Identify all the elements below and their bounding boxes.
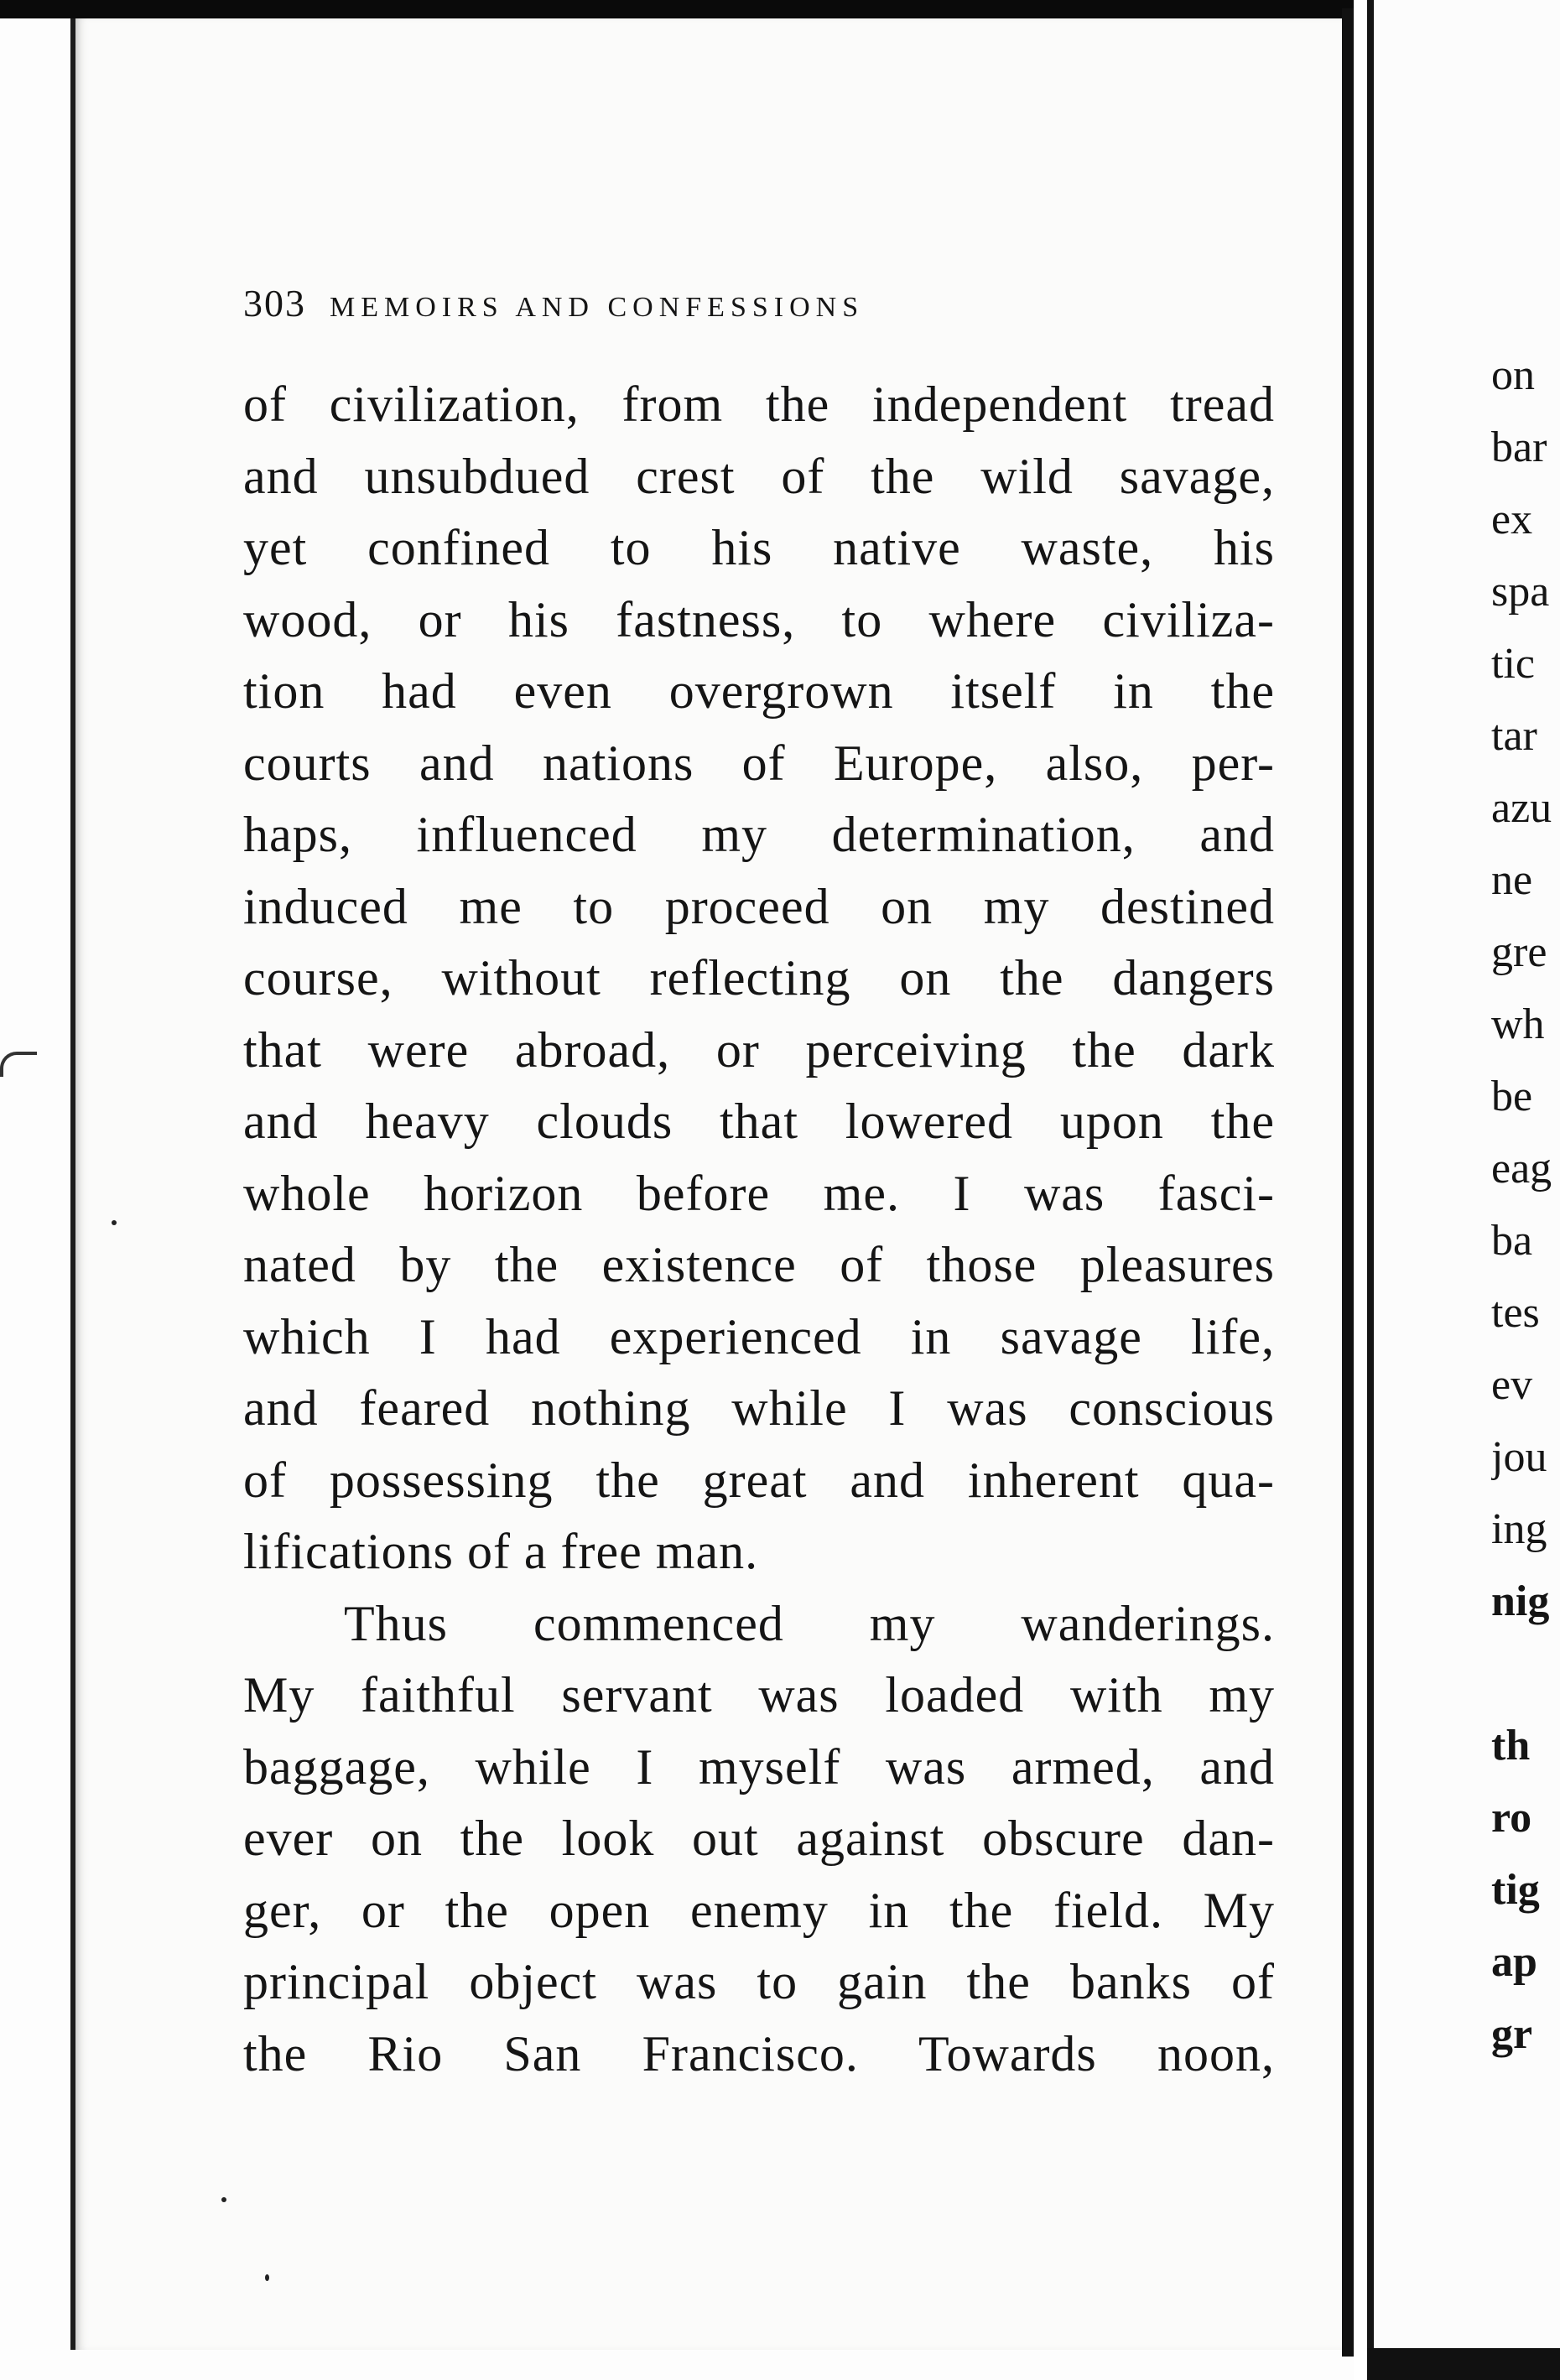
text-line: baggage, while I myself was armed, and bbox=[243, 1738, 1275, 1795]
fragment-line: wh bbox=[1491, 1000, 1545, 1048]
page-binding-shadow bbox=[1342, 8, 1354, 2357]
fragment-line: azu bbox=[1491, 784, 1552, 832]
body-text bbox=[243, 369, 1275, 2090]
scan-speck bbox=[265, 2274, 269, 2281]
fragment-line: tic bbox=[1491, 640, 1535, 688]
text-line: tion had even overgrown itself in the bbox=[243, 663, 1275, 719]
fragment-line: ne bbox=[1491, 856, 1533, 904]
fragment-line: ex bbox=[1491, 496, 1533, 543]
text-line: wood, or his fastness, to where civiliza- bbox=[243, 591, 1275, 647]
text-line: yet confined to his native waste, his bbox=[243, 520, 1275, 575]
text-line: nated by the existence of those pleasures bbox=[243, 1237, 1275, 1292]
fragment-line: bar bbox=[1491, 424, 1547, 471]
fragment-line: ing bbox=[1491, 1505, 1547, 1553]
text-line: My faithful servant was loaded with my bbox=[243, 1667, 1275, 1723]
fragment-line: gre bbox=[1491, 928, 1547, 976]
fragment-line: eag bbox=[1491, 1145, 1552, 1193]
fragment-line: jou bbox=[1491, 1433, 1547, 1481]
fragment-line: th bbox=[1491, 1722, 1531, 1769]
running-head-title: MEMOIRS AND CONFESSIONS bbox=[330, 292, 865, 323]
fragment-line: ap bbox=[1491, 1938, 1537, 1986]
scan-speck bbox=[112, 1220, 117, 1225]
text-line: and heavy clouds that lowered upon the bbox=[243, 1094, 1275, 1149]
scan-bottom-border bbox=[1367, 2348, 1560, 2380]
page-gutter bbox=[1354, 0, 1367, 2380]
text-line: which I had experienced in savage life, bbox=[243, 1308, 1275, 1364]
scan-edge-mark bbox=[0, 1052, 37, 1077]
fragment-line: spa bbox=[1491, 568, 1550, 616]
fragment-line: ro bbox=[1491, 1794, 1532, 1842]
text-line: course, without reflecting on the dangers bbox=[243, 950, 1275, 1006]
text-line: and feared nothing while I was conscious bbox=[243, 1380, 1275, 1436]
fragment-line: tar bbox=[1491, 712, 1537, 760]
text-line: and unsubdued crest of the wild savage, bbox=[243, 448, 1275, 504]
fragment-line: tes bbox=[1491, 1289, 1540, 1337]
scan-speck bbox=[221, 2197, 226, 2202]
text-line: induced me to proceed on my destined bbox=[243, 878, 1275, 934]
paragraph-start-line: Thus commenced my wanderings. bbox=[344, 1595, 1275, 1651]
text-line: that were abroad, or perceiving the dark bbox=[243, 1021, 1275, 1078]
fragment-line: ba bbox=[1491, 1217, 1533, 1265]
running-head bbox=[243, 281, 1250, 331]
text-line: haps, influenced my determination, and bbox=[243, 807, 1275, 862]
text-line: principal object was to gain the banks of bbox=[243, 1954, 1275, 2009]
fragment-line: be bbox=[1491, 1073, 1533, 1120]
scan-top-border bbox=[0, 0, 1560, 18]
fragment-line: gr bbox=[1491, 2010, 1533, 2058]
right-page-text-fragments bbox=[1491, 340, 1560, 2071]
fragment-line: ev bbox=[1491, 1361, 1533, 1409]
text-line: courts and nations of Europe, also, per- bbox=[243, 735, 1275, 791]
text-line: ever on the look out against obscure dan- bbox=[243, 1811, 1275, 1866]
text-line: the Rio San Francisco. Towards noon, bbox=[243, 2025, 1275, 2081]
fragment-line: on bbox=[1491, 351, 1535, 399]
text-line: of civilization, from the independent tread bbox=[243, 377, 1275, 432]
fragment-line: nig bbox=[1491, 1577, 1550, 1625]
fragment-line: tig bbox=[1491, 1866, 1540, 1914]
text-line: of possessing the great and inherent qua- bbox=[243, 1452, 1275, 1508]
page-number: 303 bbox=[243, 282, 306, 325]
text-line: lifications of a free man. bbox=[243, 1524, 759, 1579]
text-line: ger, or the open enemy in the field. My bbox=[243, 1882, 1275, 1938]
text-line: whole horizon before me. I was fasci- bbox=[243, 1165, 1275, 1221]
